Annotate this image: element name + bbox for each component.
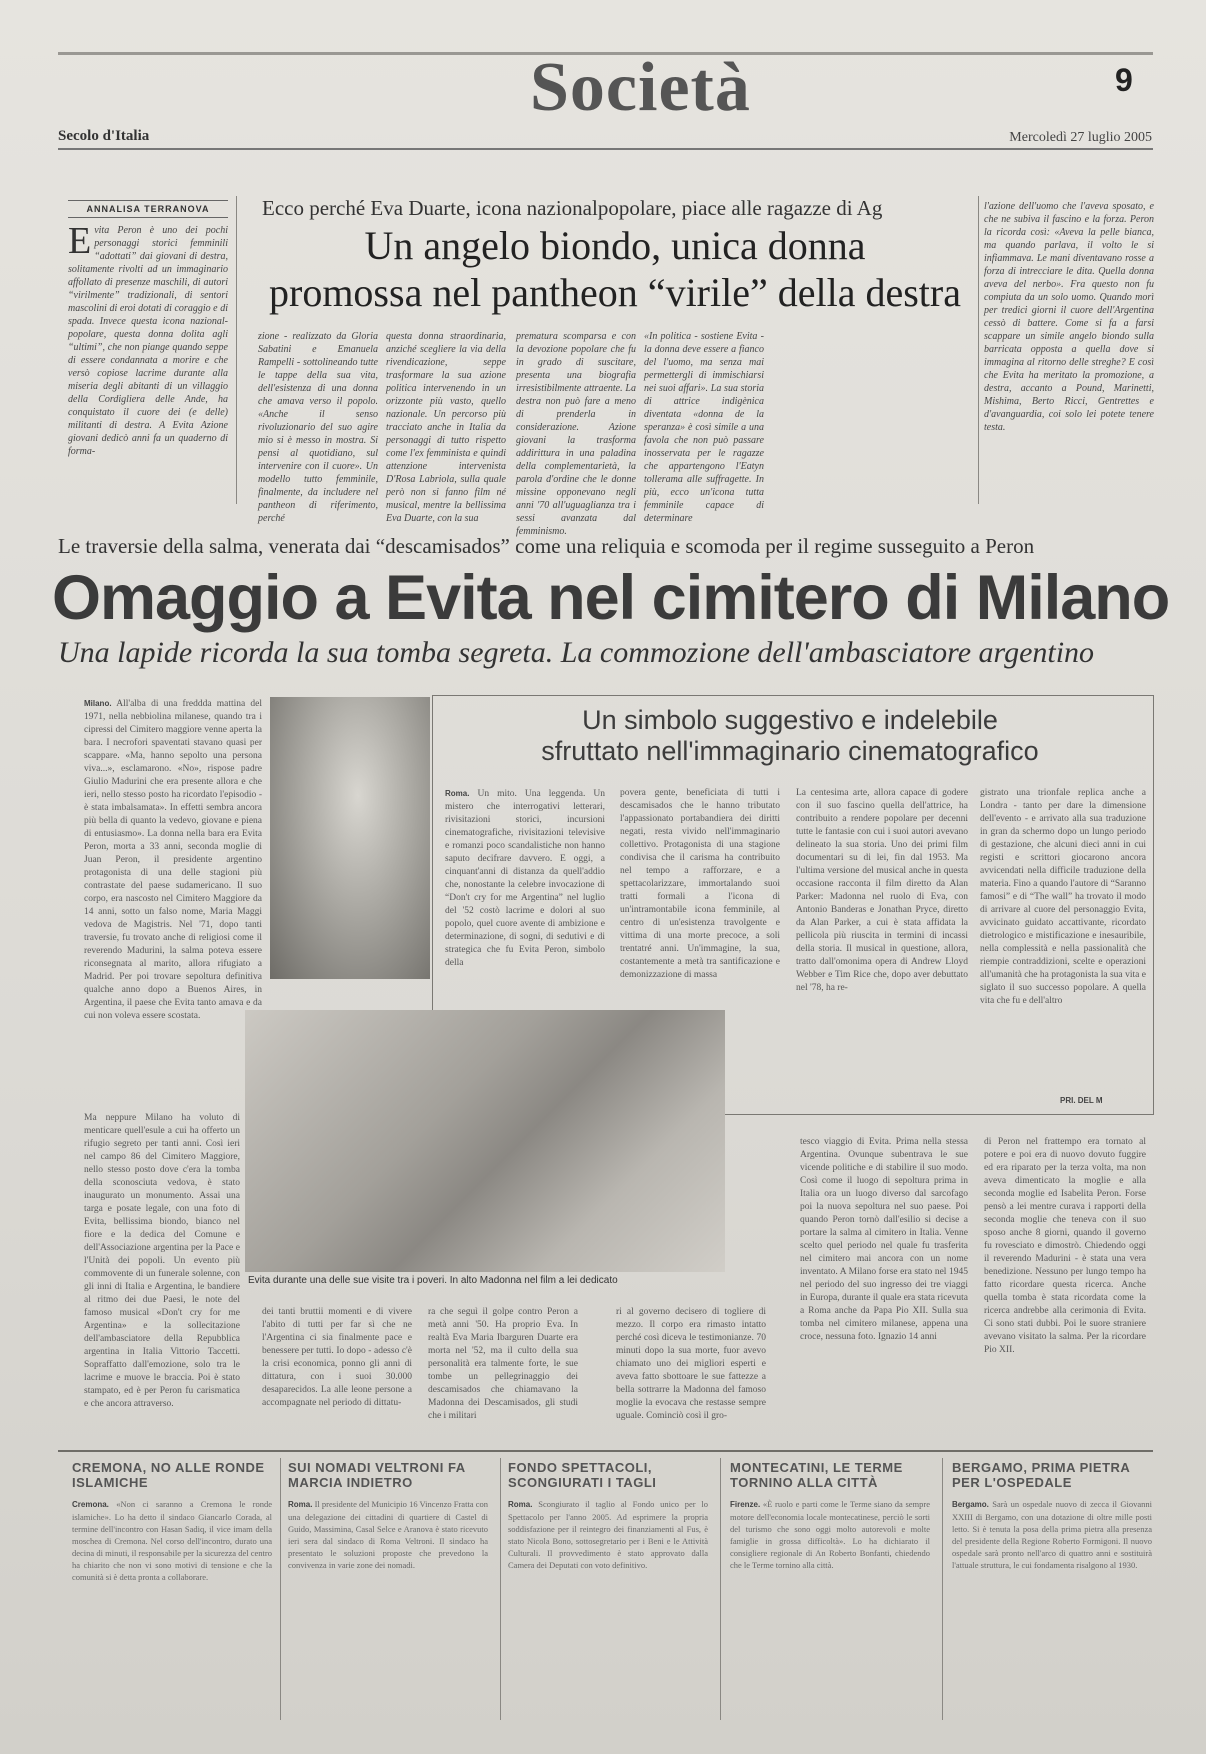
top-article-headline: [250, 222, 980, 316]
evita-with-poor-photo: [245, 1010, 725, 1272]
brief-body: [72, 1498, 272, 1708]
headline-line-1: Un angelo biondo, unica donna: [364, 223, 866, 268]
main-article-column-1b: Ma neppure Milano ha voluto di menticare quell'esule a cui ha offerto un rifugio segreto per tanti anni. Così ieri nel campo 86 del Cimitero Maggiore, nello stesso posto dove c'era la tomba della sconosciuta vedova, è stato inaugurato un monumento. Assai una targa e posate legale, con una foto di Evita, bellissima biondo, bianco nel fiore e la dedica del Comune e dell'Associazione argentina per la Pace e l'Unità dei popoli. Un evento più commovente di un funerale solenne, con gli inni di Italia e Argentina, le bandiere al ritmo dei due Paesi, le note del famoso musical «Don't cry for me Argentina» e la sollecitazione dell'ambasciatore della Repubblica argentina in Italia Vittorio Taccetti. Sopraffatto dall'emozione, solo tra le lacrime e muove le braccia. Poi è stato stampato, ed è per Peron fu carismatica e che ancora attraverso.: [84, 1113, 240, 1409]
headline-line-2: promossa nel pantheon “virile” della destra: [269, 270, 961, 315]
section-title-text: Società: [530, 49, 751, 126]
photo-caption: Evita durante una delle sue visite tra i poveri. In alto Madonna nel film a lei dedicato: [248, 1275, 618, 1286]
brief-text: Il presidente del Municipio 16 Vincenzo Fratta con una delegazione dei cittadini di quartiere di Castel di Guido, Massimina, Casal Selce e Aranova è stato ricevuto ieri sera dal sindaco di Roma Veltroni. Il sindaco ha presentato le soluzioni proposte che prevedono la convivenza in varie zone dei nomadi.: [288, 1499, 488, 1570]
drop-cap: E: [68, 220, 92, 262]
brief-bergamo: [952, 1460, 1152, 1720]
top-article-lead-column: [68, 220, 228, 502]
briefs-rule: [58, 1450, 1153, 1452]
main-article-kicker: Le traversie della salma, venerata dai “descamisados” come una reliquia e scomoda per il regime susseguito a Peron: [58, 534, 1035, 558]
main-article-bottom-col-3: ra che seguì il golpe contro Peron a metà anni '50. Ha proprio Eva. In realtà Eva Maria Ibarguren Duarte era morta nel '52, ma il culto della sua personalità era talmente forte, le sue tombe un pellegrinaggio dei descamisados che chiamavano la Madonna dei Descamisados, gli studi che i militari: [428, 1307, 578, 1421]
main-article-dateline: Milano.: [84, 699, 112, 708]
inset-dateline: Roma.: [445, 789, 470, 798]
brief-dateline: Firenze.: [730, 1500, 761, 1509]
brief-body: [288, 1498, 488, 1708]
masthead: Secolo d'Italia: [58, 128, 150, 144]
brief-headline: BERGAMO, PRIMA PIETRA PER L'OSPEDALE: [952, 1460, 1130, 1490]
brief-fondo-spettacoli: [508, 1460, 708, 1720]
brief-body: [952, 1498, 1152, 1708]
madonna-film-photo: [270, 697, 430, 979]
brief-headline: FONDO SPETTACOLI, SCONGIURATI I TAGLI: [508, 1460, 657, 1490]
column-rule: [280, 1458, 281, 1720]
inset-title: [440, 705, 1140, 767]
main-article-bottom-col-4: ri al governo decisero di togliere di mezzo. Il corpo era rimasto intatto perché così diceva le testimonianze. 70 minuti dopo la sua morte, fuor avevo chiamato uno dei migliori esperti e aveva fatto sbottoare le sue fattezze a bella sottrarre la Madonna del famoso moglie la evocava che restasse sempre uguale. Cominciò così il gro-: [616, 1307, 766, 1421]
inset-signature: PRI. DEL M: [1060, 1096, 1103, 1105]
header-rule: [58, 148, 1153, 150]
column-rule: [720, 1458, 721, 1720]
top-article-kicker: Ecco perché Eva Duarte, icona nazionalpopolare, piace alle ragazze di Ag: [262, 196, 883, 220]
brief-text: «Non ci saranno a Cremona le ronde islamiche». Lo ha detto il sindaco Giancarlo Corada, al termine dell'incontro con Hasan Sadiq, il vice imam della moschea di Cremona. Nel corso dell'incontro, durato una decina di minuti, il responsabile per la sicurezza del centro ha chiarito che non vi sono motivi di tensione e che la comunità si è detta pronta a collaborare.: [72, 1499, 273, 1582]
page-number: 9: [1115, 62, 1133, 98]
author-byline: ANNALISA TERRANOVA: [68, 200, 228, 218]
brief-montecatini: [730, 1460, 930, 1720]
brief-headline: CREMONA, NO ALLE RONDE ISLAMICHE: [72, 1460, 265, 1490]
inset-column-2: povera gente, beneficiata di tutti i descamisados che le hanno tributato l'appassionato portabandiera dei diritti negati, resta vivido nell'immaginario collettivo. Protagonista di una stagione condivisa che il carisma ha contribuito nel tempo a rafforzare, e a spettacolarizzare, immortalando suoi tratti formali a l'icona di un'intramontabile icona femminile, al centro di un'esistenza travolgente e vittima di una morte precoce, a soli trentatré anni. Un'immagine, la sua, costantemente a metà tra santificazione e demonizzazione di massa: [620, 788, 780, 980]
main-article-subhead: Una lapide ricorda la sua tomba segreta. La commozione dell'ambasciatore argentino: [58, 636, 1095, 669]
top-article-column-2: zione - realizzato da Gloria Sabatini e Emanuela Rampelli - sottolineando tutte le tappe della sua vita, dell'esistenza di una donna che amava verso il popolo. «Anche il senso rivoluzionario del suo agire mio si è messo in mostra. Si pensi al quotidiano, sul intervenire con il cuore». Un modello tutto femminile, finalmente, da includere nel pantheon di riferimento, perché: [258, 331, 378, 524]
brief-dateline: Cremona.: [72, 1500, 109, 1509]
column-rule: [942, 1458, 943, 1720]
brief-headline: SUI NOMADI VELTRONI FA MARCIA INDIETRO: [288, 1460, 466, 1490]
main-article-text-1: All'alba di una freddda mattina del 1971, nella nebbiolina milanese, quando tra i cipressi del Cimitero maggiore venne aperta la bara. I necrofori spaventati stavano quasi per scappare. «Ma, hanno sepolto una persona viva...», esclamarono. «No», rispose padre Giulio Madurini che era presente allora e che ieri, nello stesso posto ha ricordato l'episodio - è stata imbalsamata». In effetti sembra ancora più bella di quanto la vedevo, giovane e piena di entusiasmo». La donna nella bara era Evita Peron, morta a 33 anni, seconda moglie di Juan Peron, il presidente argentino protagonista di una delle stagioni più contrastate del paese sudamericano. Il suo corpo, era nascosto nel Cimitero Maggiore da 14 anni, sotto un falso nome, Maria Maggi vedova de Magistris. Nel '71, dopo tanti traversie, fu trovato anche di religiosi come il reverendo Madurini, la salma poteva essere riconsegnata al marito, allora rifugiato a Madrid. Per poi trovare sepoltura definitiva qualche anno dopo a Buenos Aires, in Argentina, il paese che Evita tanto amava e da cui non voleva essere scostata.: [84, 699, 262, 1021]
brief-text: Scongiurato il taglio al Fondo unico per lo Spettacolo per l'anno 2005. Ad esprimere la propria soddisfazione per il reintegro dei finanziamenti al Fus, è stato Nicola Bono, sottosegretario per i Beni e le Attività Culturali. Il provvedimento è stato approvato dalla Camera dei Deputati con voto definitivo.: [508, 1499, 709, 1570]
column-rule: [978, 196, 979, 504]
brief-headline: MONTECATINI, LE TERME TORNINO ALLA CITTÀ: [730, 1460, 903, 1490]
issue-date: Mercoledì 27 luglio 2005: [1009, 130, 1152, 145]
top-article-column-4: prematura scomparsa e con la devozione popolare che fu in grado di suscitare, presenta una biografia irresistibilmente attraente. La destra non può fare a meno di prenderla in considerazione. Azione giovani la trasforma addirittura in una paladina della complementarietà, la parola d'ordine che le donne missine opponevano negli anni '70 all'uguaglianza tra i sessi avanzata dal femminismo.: [516, 331, 636, 537]
inset-column-4: gistrato una trionfale replica anche a Londra - tanto per dare la dimensione dell'evento - e arrivato alla sua traduzione in gran da schermo dopo un lungo periodo di gestazione, che alcuni dieci anni in cui registi e scrittori giocarono ancora avvicendati nella difficile traduzione della materia. Fino a quando l'autore di “Saranno famosi” e di “The wall” ha trovato il modo di arrivare al cuore del personaggio Evita, avvicinato guidato accattivante, ricordato dietrologico e mistificazione e inesauribile, nella complessità e nella passionalità che riempie contraddizioni, scelte e operazioni all'umanità che ha protagonista la sua vita e siglato il suo successo popolare. A quella vita che fu e dell'altro: [980, 788, 1146, 1006]
main-article-column-1: [84, 697, 262, 1109]
brief-cremona: [72, 1460, 272, 1720]
brief-dateline: Bergamo.: [952, 1500, 989, 1509]
top-article-column-6: l'azione dell'uomo che l'aveva sposato, e che ne subiva il fascino e la forza. Peron la ricorda così: «Aveva la pelle bianca, ma quando parlava, il volto le si infiammava. Le mani diventavano rosse a forza di intrecciare le dita. Quella donna aveva del nerbo». Fra questo non fu compiuta da un solo uomo. Quando morì per tredici giorni il cuore dell'Argentina cessò di battere. Come si fa a farsi scappare un simile angelo biondo sulla barricata opposta a quella dove si immagina al ritorno delle streghe? E così che Evita ha meritato la promozione, a destra, accanto a Pound, Marinetti, Mishima, Berto Ricci, Gentrettes e d'avanguardia, coi solo lei potete tenere testa.: [984, 201, 1154, 433]
inset-column-3: La centesima arte, allora capace di godere con il suo fascino quella dell'attrice, ha contribuito a rendere popolare per decenni tutte le fantasie con cui i suoi autori avevano delineato la sua storia. Uno dei primi film documentari su di lei, fin dal 1953. Ma l'ultima versione del musical anche in questa occasione racconta il film diretto da Alan Parker: Madonna nel ruolo di Eva, con Antonio Banderas e Jonathan Pryce, diretto da Alan Parker, a cui è stata affidata la pellicola più riuscita in termini di incassi della storia. Il musical in questione, allora, tratto dall'omonima opera di Andrew Lloyd Webber e Tim Rice che, dopo aver debuttato nel '78, ha re-: [796, 788, 968, 993]
lead-text: vita Peron è uno dei pochi personaggi storici femminili “adottati” dai giovani di destra, solitamente rivolti ad un immaginario affollato di presenze maschili, di autori “virilmente” tradizionali, di sentori mascolini di eroi dotati di coraggio e di spada. Invece questa icona nazional-popolare, questa donna dolita agli “ultimi”, che non piange quando seppe di essere condannata a morire e che versò copiose lacrime durante alla miseria degli abitanti di un villaggio della Cordigliera delle Ande, ha conquistato il cuore dei (e delle) militanti di destra. A Evita Azione giovani dedicò anni fa un quaderno di forma-: [68, 225, 228, 457]
main-article-bottom-col-5: tesco viaggio di Evita. Prima nella stessa Argentina. Ovunque subentrava le sue vicende politiche e di stabilire il suo modo. Così come il luogo di sepoltura prima in Italia ora un luogo diverso dal sarcofago poi la nuova sepoltura nel suo paese. Poi quando Peron tornò dall'esilio si decise a portare la salma al cimitero in Italia. Venne scelto quel periodo nel quale fu trasferita nel cimitero mai ancora con un nome inventato. A Milano forse era stato nel 1945 nel periodo del suo ingresso dei tre viaggi in Europa, durante il quale era stata ricevuta a Roma anche da Papa Pio XII. Sulla sua tomba nel cimitero milanese, appena una croce, nessuna foto. Ignazio 14 anni: [800, 1137, 968, 1342]
main-article-headline: Omaggio a Evita nel cimitero di Milano: [52, 563, 1170, 633]
column-rule: [236, 196, 237, 504]
top-article-column-5: «In politica - sostiene Evita - la donna deve essere a fianco del l'uomo, ma senza mai permettergli di immischiarsi nei suoi affari». La sua storia di attrice indigènica diventata «donna de la speranza» è così simile a una favola che non può passare inosservata per le ragazze che appartengono l'Eatyn tollerama alle suffragette. In più, ecco un'icona tutta femminile capace di determinare: [644, 331, 764, 524]
main-article-bottom-col-6: di Peron nel frattempo era tornato al potere e poi era di nuovo dovuto fuggire ed era riparato per la terza volta, ma non aveva dimenticato la moglie e alla seconda moglie ed Isabelita Peron. Forse pensò a lei mentre curava i rapporti della seconda moglie che teneva con il suo sposo anche 8 giorni, quando il governo fu rovesciato e dimostrò. Chiedendo oggi il reverendo Madurini - è stata una vera benedizione. Nessuno per lungo tempo ha fatto ricordare questa ricerca. Anche quella tomba è stata ricordata come la ricerca andrebbe alla cerimonia di Evita. Ci sono stati dubbi. Poi le suore straniere avevano visitato la salma. Per la ricordare Pio XII.: [984, 1137, 1146, 1355]
brief-text: «È ruolo e parti come le Terme siano da sempre motore dell'economia locale montecatinese, perciò le sorti del turismo che sono oggi molto autorevoli e molte famiglie in grossa difficoltà». Lo ha dichiarato il consigliere regionale di An Roberto Bonfanti, chiedendo che le Terme tornino alla città.: [730, 1499, 931, 1570]
brief-text: Sarà un ospedale nuovo di zecca il Giovanni XXIII di Bergamo, con una dotazione di oltre mille posti letto. Si è tenuta la posa della prima pietra alla presenza del presidente della Regione Roberto Formigoni. Il nuovo ospedale sarà pronto nell'arco di quattro anni e sostituirà l'attuale struttura, le cui fondamenta risalgono al 1930.: [952, 1499, 1152, 1570]
brief-dateline: Roma.: [288, 1500, 313, 1509]
brief-nomadi: [288, 1460, 488, 1720]
brief-dateline: Roma.: [508, 1500, 533, 1509]
main-article-bottom-col-2: dei tanti bruttii momenti e di vivere l'abito di tutti per far sì che ne l'Argentina ci sia finalmente pace e benessere per tutti. Io dopo - adesso c'è la crisi economica, ponno gli anni di dittatura, con i suoi 30.000 desaparecidos. La alle leone persone a accompagnate nel periodo di dittatu-: [262, 1307, 412, 1408]
inset-title-line-1: Un simbolo suggestivo e indelebile: [582, 705, 998, 735]
section-title: [530, 49, 751, 126]
inset-column-1: [445, 787, 605, 999]
inset-title-line-2: sfruttato nell'immaginario cinematografico: [541, 736, 1039, 766]
inset-text-1: Un mito. Una leggenda. Un mistero che interrogativi letterari, rivisitazioni storici, incursioni cinematografiche, rivisitazioni televisive e romanzi poco scandalistiche non hanno saputo decifrare davvero. E oggi, a cinquant'anni di distanza da quell'addio che, nonostante la celebre invocazione di “Don't cry for me Argentina” nel luglio del '52 costò lacrime e dolori al suo popolo, quel cuore avente di ambizione e determinazione, di sogni, di sedutivi e di strategica che fu Evita Peron, simbolo della: [445, 789, 605, 968]
column-rule: [500, 1458, 501, 1720]
brief-body: [730, 1498, 930, 1708]
brief-body: [508, 1498, 708, 1708]
top-article-column-3: questa donna straordinaria, anziché scegliere la via della rivendicazione, seppe trasformare la sua azione politica intervenendo in un orizzonte più vasto, quello nazionale. Un percorso più tracciato anche in Italia da personaggi di tutto rispetto come l'ex femminista e quindi attenzione intervenista D'Rosa Labriola, sulla quale però non si fanno film né musical, mentre la bellissima Eva Duarte, con la sua: [386, 331, 506, 524]
